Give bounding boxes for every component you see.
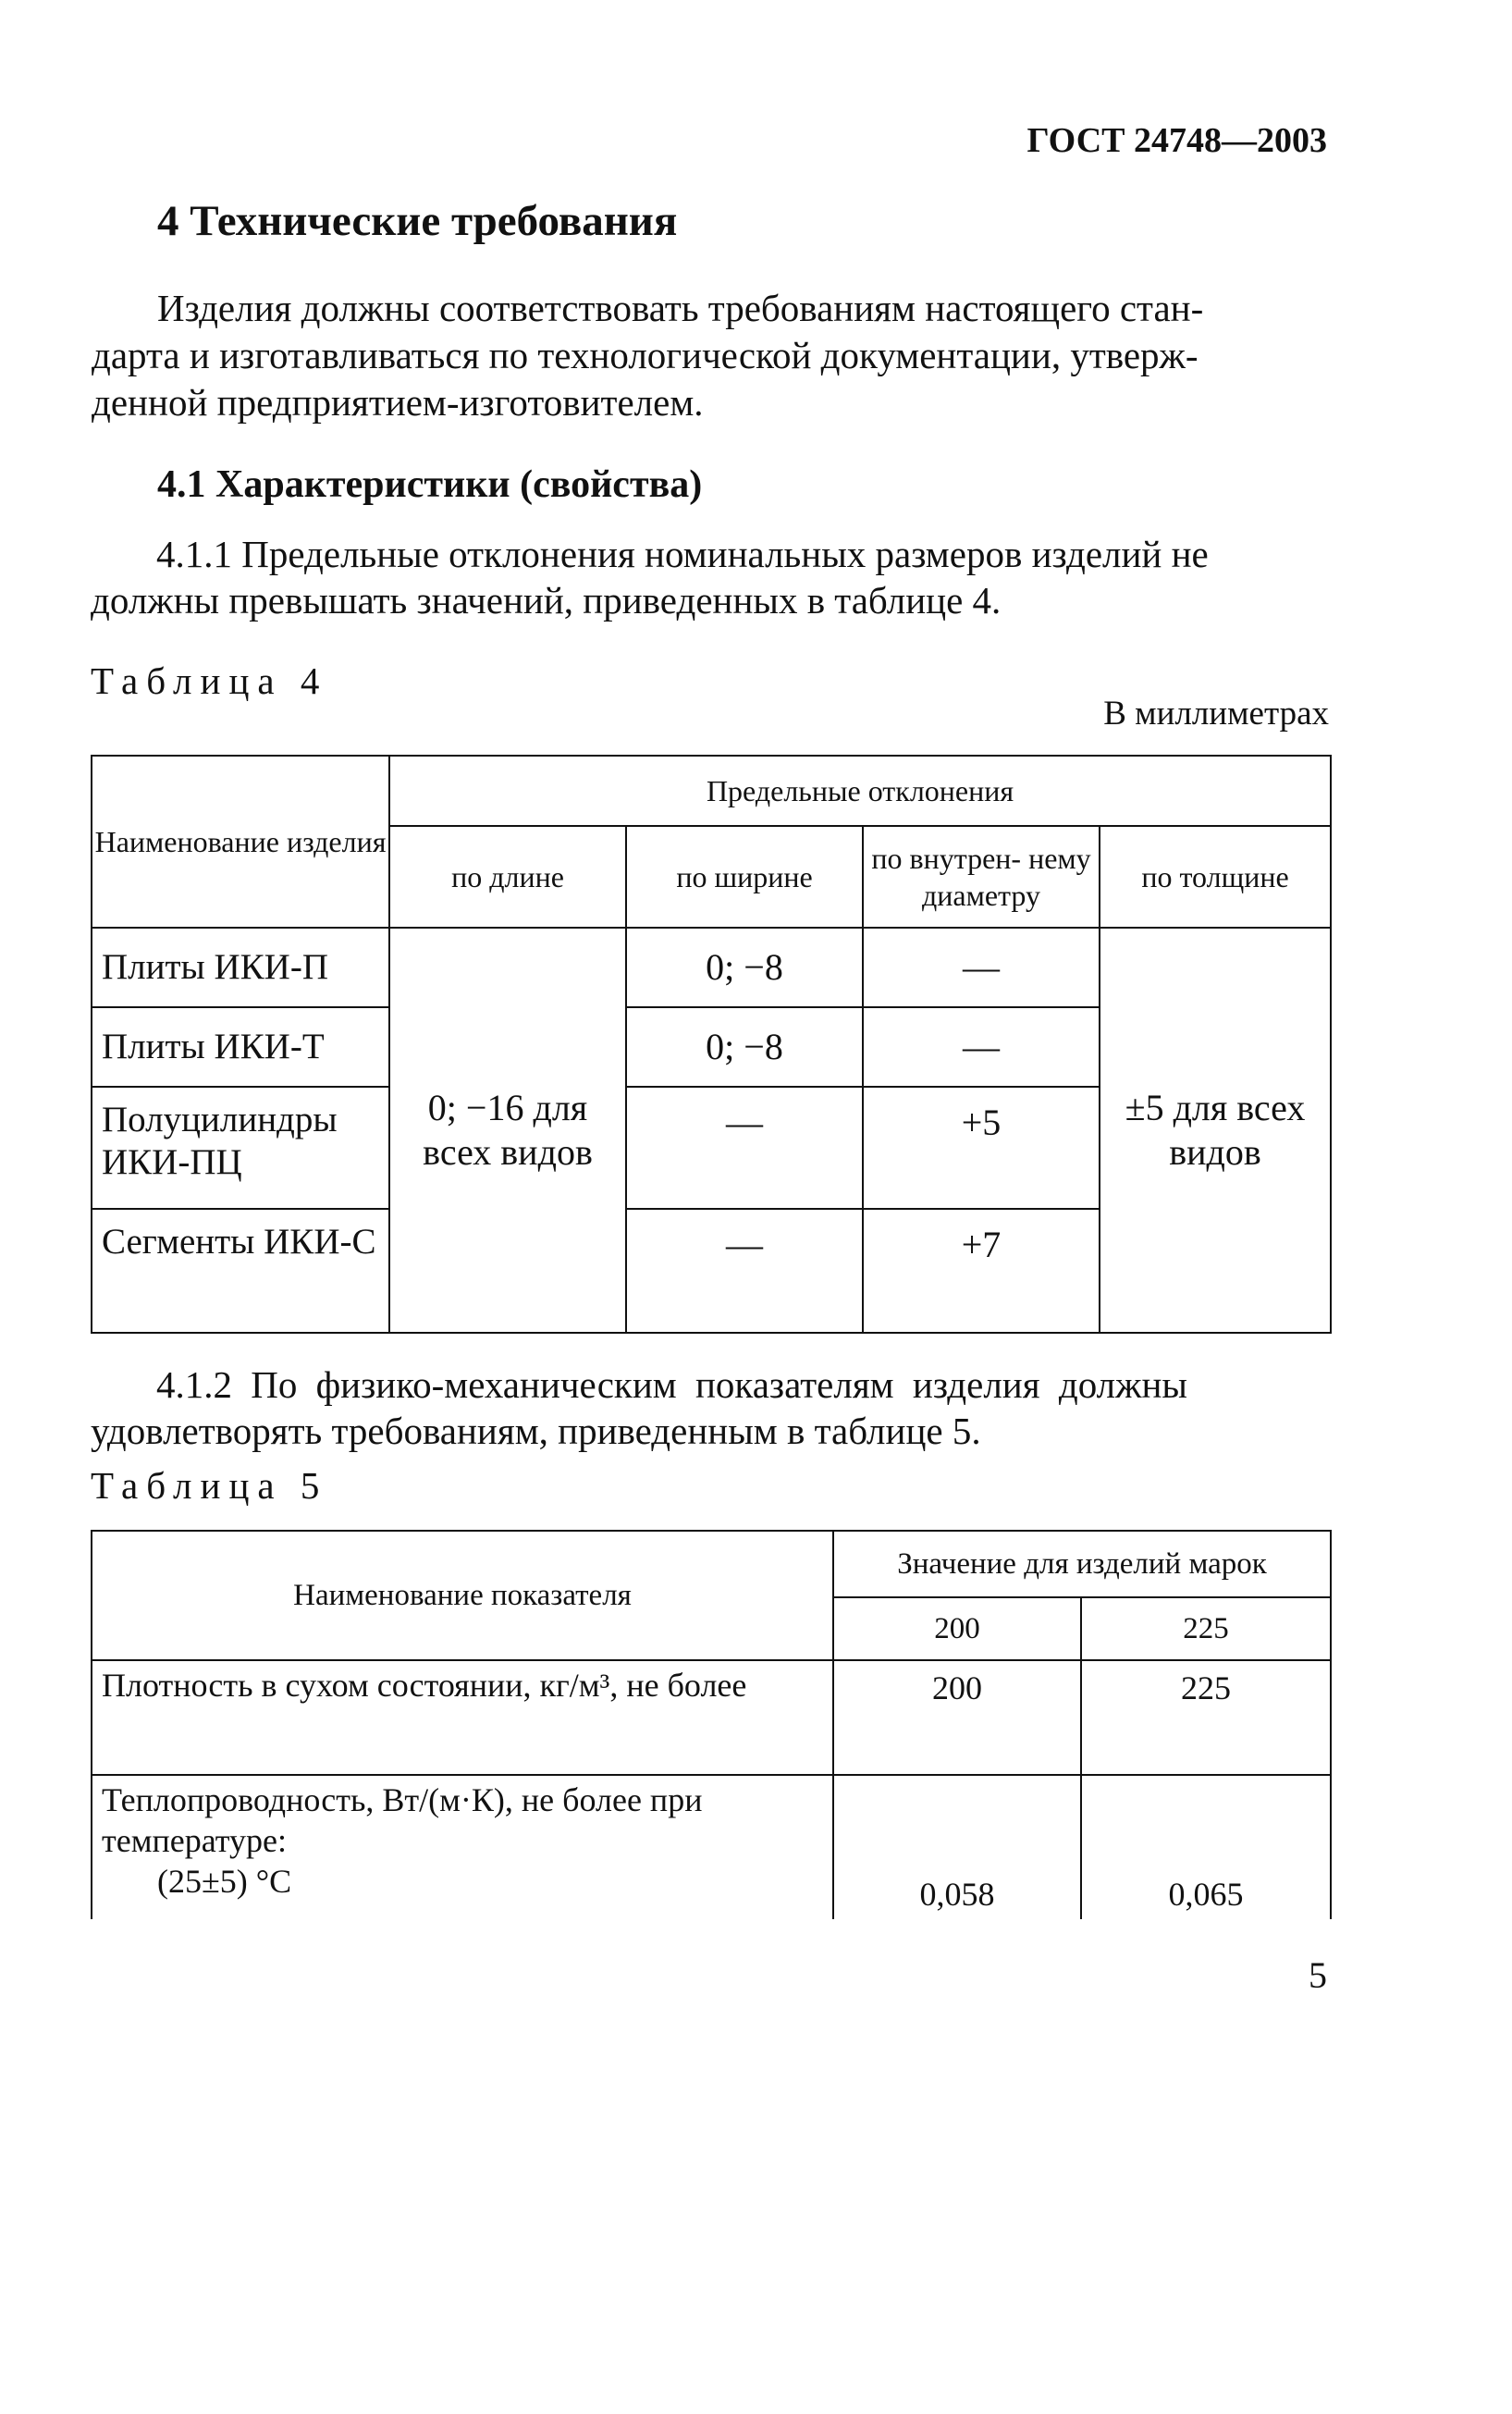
table4-width-value: 0; −8 bbox=[626, 1007, 863, 1087]
table4-label: Таблица 4 bbox=[91, 659, 328, 702]
table4-header-name: Наименование изделия bbox=[92, 756, 389, 928]
table4-col-width: по ширине bbox=[626, 826, 863, 928]
table5-header-group: Значение для изделий марок bbox=[833, 1531, 1331, 1597]
table4-col-thickness: по толщине bbox=[1100, 826, 1331, 928]
table5-row-label: Плотность в сухом состоянии, кг/м³, не более bbox=[92, 1660, 833, 1775]
table-4 bbox=[91, 755, 1332, 1334]
intro-line: дарта и изготавливаться по технологической документации, утверж- bbox=[92, 334, 1199, 376]
section-intro bbox=[92, 285, 1330, 426]
table4-row-name: Плиты ИКИ-Т bbox=[92, 1007, 389, 1087]
paragraph-line: 4.1.1 Предельные отклонения номинальных размеров изделий не bbox=[156, 533, 1209, 575]
table4-width-value: — bbox=[626, 1087, 863, 1209]
paragraph-4-1-1 bbox=[91, 531, 1330, 623]
intro-line: денной предприятием-изготовителем. bbox=[92, 381, 704, 424]
table-row bbox=[92, 928, 1331, 1007]
table5-value-225: 225 bbox=[1081, 1660, 1331, 1775]
table4-units: В миллиметрах bbox=[1103, 695, 1329, 733]
table5-row-text: Теплопроводность, Вт/(м·К), не более при температуре: bbox=[102, 1781, 703, 1859]
table4-row-name: Полуцилиндры ИКИ-ПЦ bbox=[92, 1087, 389, 1209]
page-number: 5 bbox=[1309, 1954, 1327, 1996]
table5-row-subtext: (25±5) °С bbox=[157, 1863, 292, 1900]
intro-line: Изделия должны соответствовать требованиям настоящего стан- bbox=[157, 287, 1204, 329]
section-title: 4 Технические требования bbox=[157, 197, 678, 245]
table4-length-all: 0; −16 для всех видов bbox=[389, 928, 626, 1333]
table-5 bbox=[91, 1530, 1332, 1919]
table5-value-200: 0,058 bbox=[833, 1775, 1081, 1919]
table5-value-200: 200 bbox=[833, 1660, 1081, 1775]
table4-width-value: 0; −8 bbox=[626, 928, 863, 1007]
table5-col-200: 200 bbox=[833, 1597, 1081, 1660]
table4-diameter-value: +5 bbox=[863, 1087, 1100, 1209]
table4-col-length: по длине bbox=[389, 826, 626, 928]
paragraph-line: должны превышать значений, приведенных в таблице 4. bbox=[91, 579, 1002, 622]
paragraph-line: 4.1.2 По физико-механическим показателям изделия должны bbox=[156, 1363, 1187, 1406]
paragraph-4-1-2 bbox=[91, 1361, 1330, 1454]
document-code: ГОСТ 24748—2003 bbox=[1026, 121, 1327, 160]
table-row bbox=[92, 1660, 1331, 1775]
table4-diameter-value: — bbox=[863, 1007, 1100, 1087]
subsection-title: 4.1 Характеристики (свойства) bbox=[157, 463, 703, 506]
table-row bbox=[92, 1775, 1331, 1919]
paragraph-line: удовлетворять требованиям, приведенным в таблице 5. bbox=[91, 1410, 981, 1452]
table4-row-name: Плиты ИКИ-П bbox=[92, 928, 389, 1007]
table5-col-225: 225 bbox=[1081, 1597, 1331, 1660]
table4-thickness-all: ±5 для всех видов bbox=[1100, 928, 1331, 1333]
table4-width-value: — bbox=[626, 1209, 863, 1333]
table5-row-label bbox=[92, 1775, 833, 1919]
table4-diameter-value: +7 bbox=[863, 1209, 1100, 1333]
table4-col-inner-diameter: по внутрен- нему диаметру bbox=[863, 826, 1100, 928]
table5-value-225: 0,065 bbox=[1081, 1775, 1331, 1919]
table4-header-group: Предельные отклонения bbox=[389, 756, 1331, 826]
table4-row-name: Сегменты ИКИ-С bbox=[92, 1209, 389, 1333]
table4-diameter-value: — bbox=[863, 928, 1100, 1007]
table5-header-name: Наименование показателя bbox=[92, 1531, 833, 1660]
table5-label: Таблица 5 bbox=[91, 1464, 328, 1507]
